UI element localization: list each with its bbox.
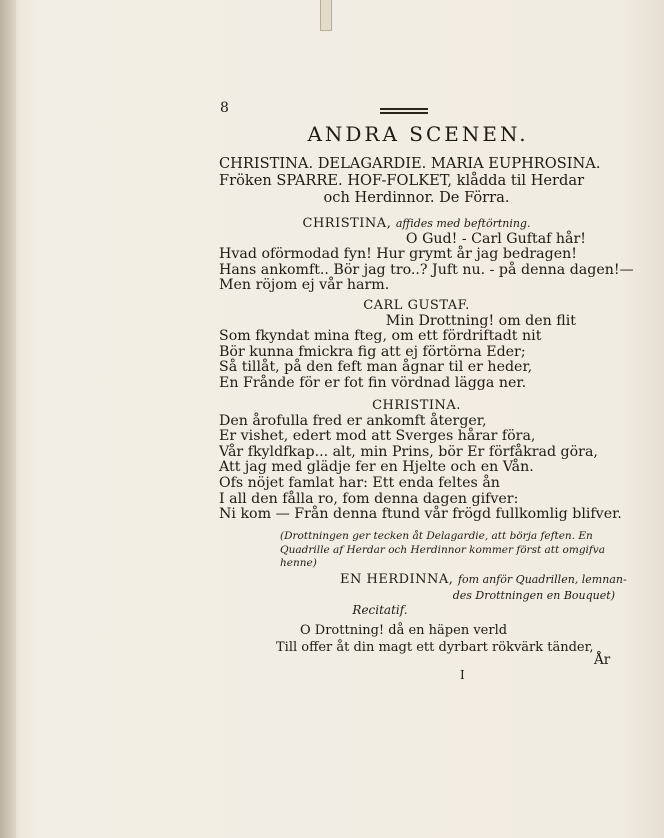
verse-line: Ofs nöjet famlat har: Ett enda feltes ån (219, 474, 500, 491)
verse-line: Ni kom — Från denna ftund vår frögd fullkomlig blifver. (219, 506, 622, 523)
verse-line: Som fkyndat mina fteg, om ett fördriftadt nit (219, 328, 542, 345)
stage-direction: fom anför Quadrillen, lemnan- (457, 573, 627, 586)
ornament-rule (380, 112, 428, 114)
verse-line: Till offer åt din magt ett dyrbart rökvärk tänder, (276, 640, 594, 655)
verse-line: I all den fålla ro, fom denna dagen gifver: (219, 490, 519, 507)
verse-line: O Drottning! då en häpen verld (300, 623, 508, 638)
verse-line: En Frånde för er fot fin vördnad lägga ner. (219, 374, 527, 391)
speaker-line (340, 572, 627, 603)
page-edge (0, 0, 16, 838)
verse-line: Vår fkyldfkap... alt, min Prins, bör Er förfåkrad göra, (219, 443, 598, 460)
speaker-line-row (340, 572, 627, 588)
mode-label: Recitatif. (352, 603, 408, 617)
paper-tab (320, 0, 332, 31)
speech-carl-gustaf (219, 298, 614, 392)
cast-line: Fröken SPARRE. HOF-FOLKET, klådda til Herdar (219, 172, 585, 189)
catchword: År (594, 652, 611, 668)
ornament-rule (380, 108, 428, 110)
verse-line: Men röjom ej vår harm. (219, 277, 390, 294)
verse-line: Så tillåt, på den feft man ågnar til er heder, (219, 359, 533, 376)
speech-herdinna (300, 622, 615, 639)
signature-mark: I (460, 668, 465, 682)
scene-title: ANDRA SCENEN. (307, 122, 529, 146)
speaker-name: CHRISTINA. (372, 398, 461, 413)
speech-herdinna-cont (276, 639, 616, 656)
verse-line: Er vishet, edert mod att Sverges hårar föra, (219, 428, 536, 445)
cast-list (219, 155, 614, 206)
verse-line: Min Drottning! om den flit (385, 312, 576, 329)
verse-line: Bör kunna fmickra fig att ej förtörna Eder; (219, 343, 526, 360)
speaker-name: EN HERDINNA, (340, 572, 454, 587)
stage-direction-block: (Drottningen ger tecken åt Delagardie, att börja feften. En Quadrille af Herdar och Herdinnor kommer först att omgifva henne) (280, 530, 605, 569)
verse-line: Att jag med glädje fer en Hjelte och en Vån. (219, 459, 534, 476)
stage-direction: affides med beftörtning. (395, 217, 531, 230)
speech-christina-1 (219, 216, 634, 294)
cast-line: och Herdinnor. De Förra. (323, 189, 510, 206)
verse-line: Hans ankomft.. Bör jag tro..? Juft nu. - på denna dagen!— (219, 261, 634, 278)
verse-line: Den årofulla fred er ankomft återger, (219, 412, 487, 429)
verse-line: O Gud! - Carl Guftaf hår! (405, 230, 586, 247)
speaker-line (219, 216, 614, 232)
page-number: 8 (220, 100, 229, 116)
speaker-name: CHRISTINA, (302, 216, 392, 231)
verse-line: Hvad oförmodad fyn! Hur grymt år jag bedragen! (219, 246, 577, 263)
stage-direction: des Drottningen en Bouquet) (452, 588, 615, 602)
speech-christina-2 (219, 398, 622, 523)
speaker-name: CARL GUSTAF. (363, 298, 470, 313)
cast-line: CHRISTINA. DELAGARDIE. MARIA EUPHROSINA. (219, 155, 601, 172)
recitatif-label (300, 603, 460, 619)
